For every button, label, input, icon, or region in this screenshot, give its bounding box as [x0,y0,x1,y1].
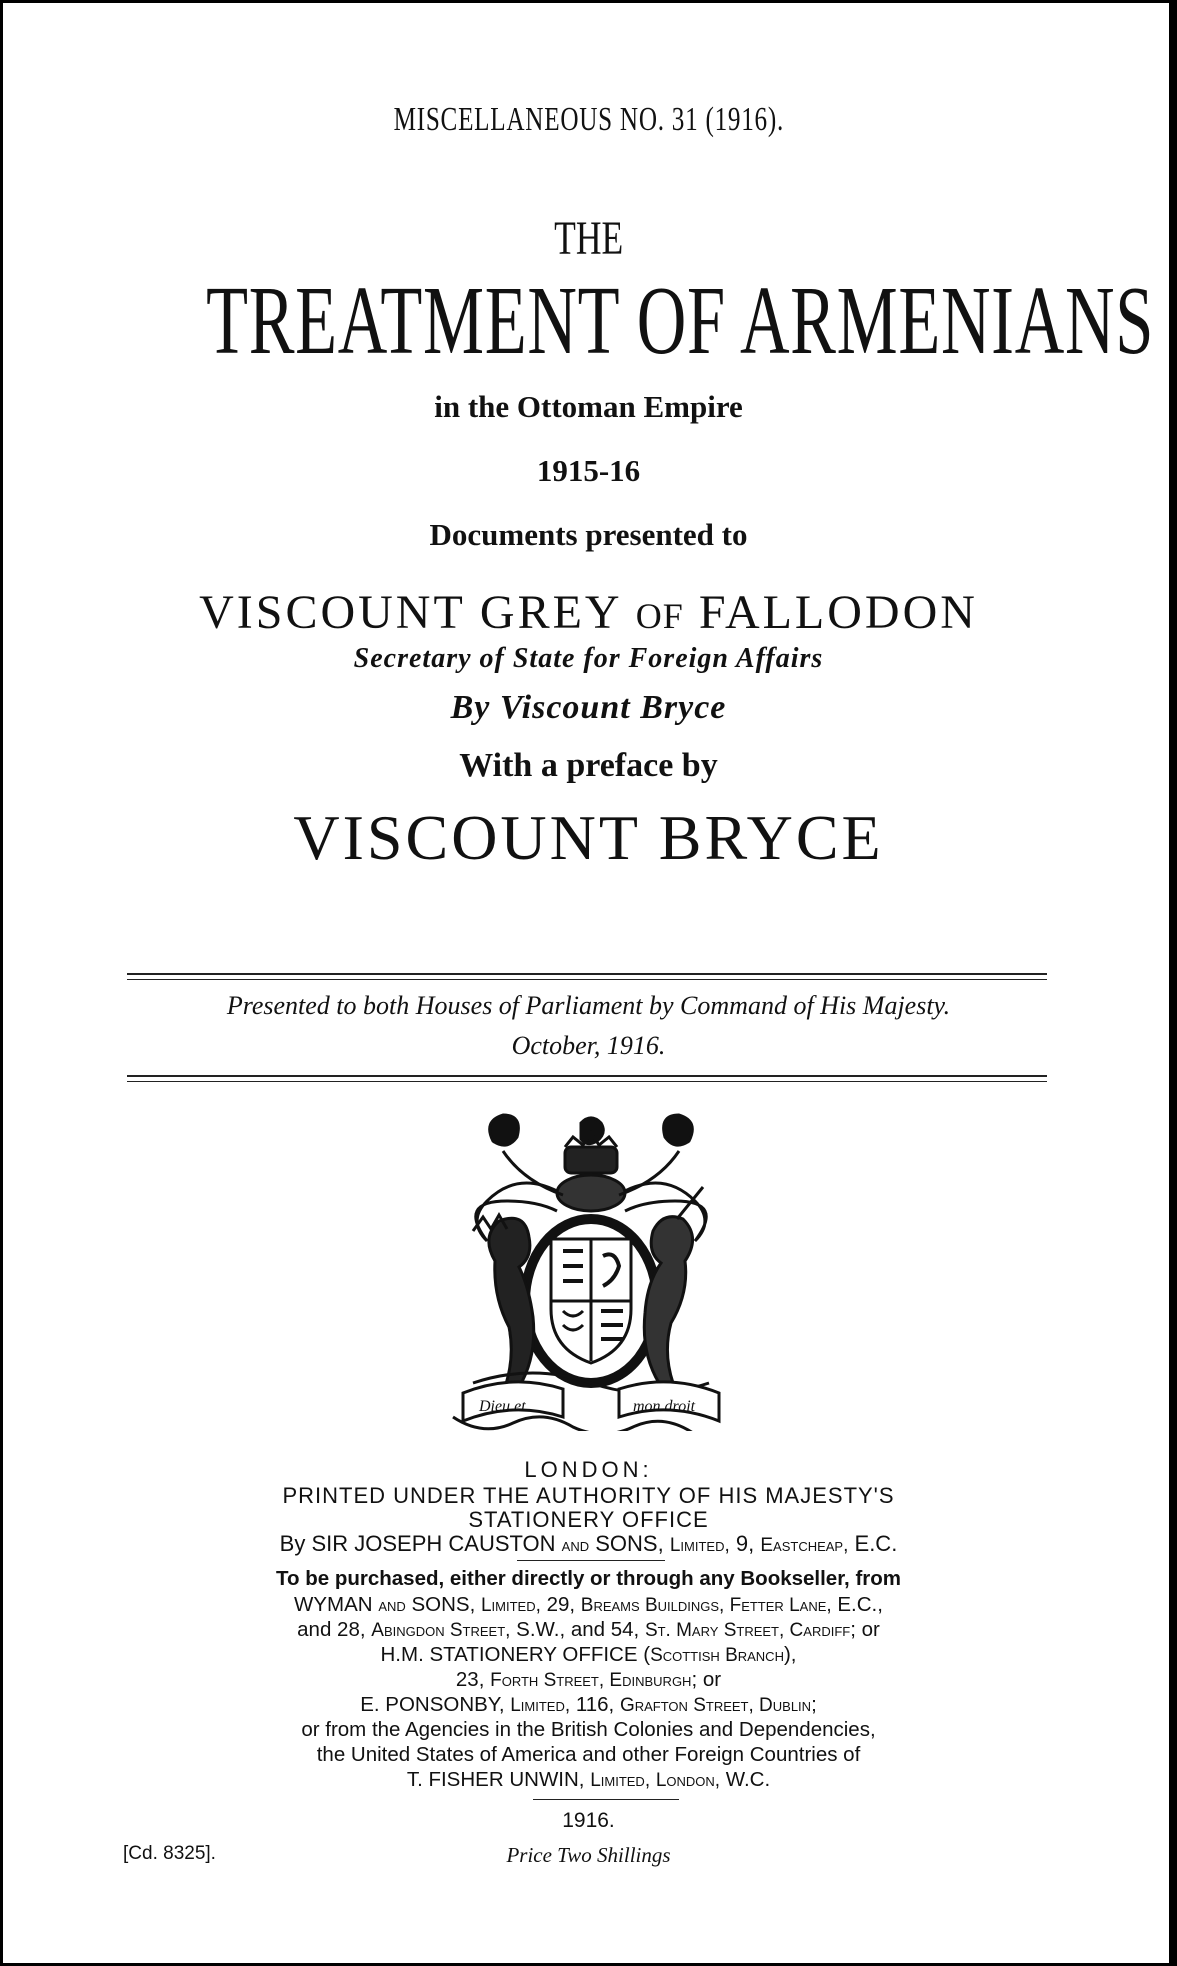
motto-left: Dieu et [479,1398,526,1415]
by-line: By Viscount Bryce [450,689,727,726]
series-number: MISCELLANEOUS NO. 31 (1916). [393,101,784,138]
purchase-line-7: or from the Agencies in the British Colonies and Dependencies, [301,1718,876,1741]
double-rule-top [127,973,1047,980]
purchase-line-2: WYMAN and SONS, Limited, 29, Breams Buildings, Fetter Lane, E.C., [294,1593,883,1616]
imprint-city: LONDON: [524,1457,653,1482]
royal-coat-of-arms-icon [433,1111,749,1431]
publication-year: 1916. [562,1809,615,1832]
presentation-date: October, 1916. [511,1031,666,1060]
purchase-line-5: 23, Forth Street, Edinburgh; or [455,1668,722,1691]
imprint-line-1: PRINTED UNDER THE AUTHORITY OF HIS MAJESTY'S [282,1483,895,1508]
price: Price Two Shillings [506,1843,671,1867]
short-rule-2 [533,1799,679,1800]
preface-line: With a preface by [459,747,718,784]
presentation-line: Presented to both Houses of Parliament by Command of His Majesty. [226,991,951,1020]
command-paper-number: [Cd. 8325]. [123,1843,216,1864]
presented-line: Documents presented to [429,517,748,552]
subtitle: in the Ottoman Empire [434,389,743,424]
purchase-line-3: and 28, Abingdon Street, S.W., and 54, St. Mary Street, Cardiff; or [297,1618,880,1641]
main-title: TREATMENT OF ARMENIANS [206,267,1155,375]
imprint-line-3: By SIR JOSEPH CAUSTON and SONS, Limited, 9, Eastcheap, E.C. [279,1531,898,1556]
purchase-line-1: To be purchased, either directly or through any Bookseller, from [276,1567,901,1590]
motto-right: mon droit [633,1398,696,1415]
imprint-line-2: STATIONERY OFFICE [468,1507,709,1532]
years: 1915-16 [536,453,641,488]
preface-author: VISCOUNT BRYCE [293,802,884,873]
double-rule-bottom [127,1075,1047,1082]
purchase-line-4: H.M. STATIONERY OFFICE (Scottish Branch), [380,1643,797,1666]
recipient-name: VISCOUNT GREY OF FALLODON [199,586,978,639]
purchase-line-9: T. FISHER UNWIN, Limited, London, W.C. [406,1768,771,1791]
recipient-role: Secretary of State for Foreign Affairs [353,643,824,674]
title-article: THE [553,212,624,265]
purchase-line-6: E. PONSONBY, Limited, 116, Grafton Street, Dublin; [360,1693,817,1716]
purchase-line-8: the United States of America and other Foreign Countries of [316,1743,861,1766]
short-rule [517,1560,665,1561]
